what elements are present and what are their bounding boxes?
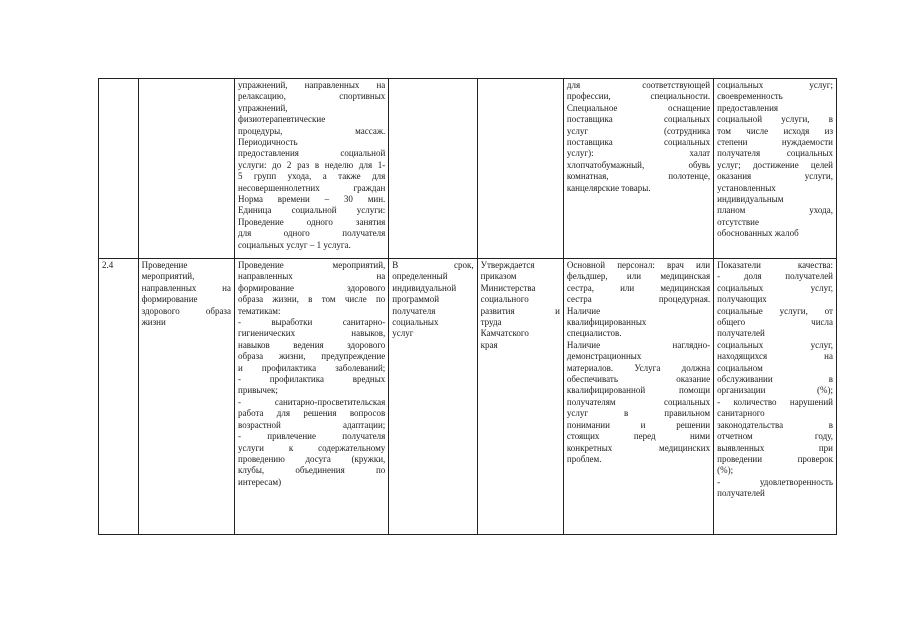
cell-text-line: привычек; <box>238 385 278 396</box>
cell-text-line: релаксацию, спортивных <box>238 91 386 102</box>
cell-text-line: понимании и решении <box>566 419 711 430</box>
cell-text-line: услуг): халат <box>566 148 711 159</box>
cell-text-line: - привлечение получателя <box>238 431 386 442</box>
service-description-cell <box>235 259 389 535</box>
cell-text-line: социальном <box>717 362 763 373</box>
cell-text-line: проведении проверок <box>717 453 833 464</box>
cell-text-line: организации (%); <box>717 385 833 396</box>
cell-text-line: отсутствие <box>717 216 759 227</box>
cell-text-line: индивидуальной <box>392 282 457 293</box>
cell-text-line: - удовлетворенность <box>717 476 833 487</box>
cell-text-line: для одного получателя <box>238 228 386 239</box>
cell-text-line: развития и <box>480 305 560 316</box>
service-description-cell <box>235 79 389 259</box>
cell-text-line: В срок, <box>392 260 474 270</box>
cell-text-line: услуги: до 2 раз в неделю для 1- <box>238 159 386 170</box>
cell-text-line: Камчатского <box>480 328 529 339</box>
cell-text-line: Наличие наглядно- <box>566 339 711 350</box>
services-table <box>98 78 837 535</box>
cell-text-line: получателей <box>717 328 765 339</box>
cell-text-line: клубы, объединения по <box>238 465 386 476</box>
cell-text-line: стоящих перед ними <box>566 431 711 442</box>
cell-text-line: получателям социальных <box>566 396 711 407</box>
cell-text-line: обслуживании в <box>717 374 833 385</box>
row-number-cell <box>99 259 139 535</box>
cell-text-line: профессии, специальности. <box>566 91 711 102</box>
cell-text-line: направленных на <box>141 282 231 293</box>
cell-text-line: - санитарно-просветительская <box>238 396 386 407</box>
cell-text-line: навыков ведения здорового <box>238 339 386 350</box>
cell-text-line: поставщика социальных <box>566 114 711 125</box>
cell-text-line: формирование здорового <box>238 282 386 293</box>
cell-text-line: услуг <box>392 328 414 339</box>
cell-text-line: социальных услуг, <box>717 282 833 293</box>
cell-text-line: формирование <box>141 294 198 305</box>
table-row <box>99 259 837 535</box>
row-number: 2.4 <box>102 260 114 270</box>
cell-text-line: - выработки санитарно- <box>238 317 386 328</box>
cell-text-line: упражнений, <box>238 102 288 113</box>
cell-text-line: для соответствующей <box>566 80 711 90</box>
cell-text-line: образа жизни, в том числе по <box>238 294 386 305</box>
cell-text-line: хлопчатобумажный, обувь <box>566 159 711 170</box>
cell-text-line: работа для решения вопросов <box>238 408 386 419</box>
cell-text-line: фельдшер, или медицинская <box>566 271 711 282</box>
cell-text-line: и профилактика заболеваний; <box>238 362 386 373</box>
cell-text-line: социальных <box>392 317 439 328</box>
cell-text-line: тематикам: <box>238 305 281 316</box>
cell-text-line: получателя социальных <box>717 148 833 159</box>
cell-text-line: демонстрационных <box>566 351 642 362</box>
cell-text-line: выявленных при <box>717 442 833 453</box>
cell-text-line: Норма времени – 30 мин. <box>238 194 386 205</box>
cell-text-line: Основной персонал: врач или <box>566 260 711 270</box>
cell-text-line: общего числа <box>717 317 833 328</box>
service-conditions-cell <box>563 259 713 535</box>
service-name-cell <box>138 79 234 259</box>
cell-text-line: проблем. <box>566 453 602 464</box>
cell-text-line: индивидуальным <box>717 194 784 205</box>
cell-text-line: социального <box>480 294 529 305</box>
table-row <box>99 79 837 259</box>
cell-text-line: социальные услуги, от <box>717 305 833 316</box>
cell-text-line: Периодичность <box>238 137 298 148</box>
cell-text-line: конкретных медицинских <box>566 442 711 453</box>
cell-text-line: социальных услуг – 1 услуга. <box>238 239 351 250</box>
cell-text-line: 5 групп ухода, а также для <box>238 171 386 182</box>
cell-text-line: комнатная, полотенце, <box>566 171 711 182</box>
cell-text-line: поставщика социальных <box>566 137 711 148</box>
cell-text-line: возрастной адаптации; <box>238 419 386 430</box>
cell-text-line: услуги к содержательному <box>238 442 386 453</box>
cell-text-line: образа жизни, предупреждение <box>238 351 386 362</box>
service-term-cell <box>389 259 477 535</box>
cell-text-line: жизни <box>141 317 166 328</box>
cell-text-line: упражнений, направленных на <box>238 80 386 90</box>
cell-text-line: (%); <box>717 465 734 476</box>
service-term-cell <box>389 79 477 259</box>
cell-text-line: труда <box>480 317 502 328</box>
legal-basis-cell <box>477 259 563 535</box>
cell-text-line: Наличие <box>566 305 601 316</box>
cell-text-line: Утверждается <box>480 260 535 270</box>
row-number-cell <box>99 79 139 259</box>
cell-text-line: сестра процедурная. <box>566 294 711 305</box>
cell-text-line: предоставления социальной <box>238 148 386 159</box>
quality-indicators-cell <box>714 79 837 259</box>
cell-text-line: получателей <box>717 488 765 499</box>
cell-text-line: законодательства в <box>717 419 833 430</box>
cell-text-line: края <box>480 339 498 350</box>
cell-text-line: проведению досуга (кружки, <box>238 453 386 464</box>
cell-text-line: степени нуждаемости <box>717 137 833 148</box>
cell-text-line: обоснованных жалоб <box>717 228 799 239</box>
cell-text-line: программой <box>392 294 440 305</box>
cell-text-line: - профилактика вредных <box>238 374 386 385</box>
service-name-cell <box>138 259 234 535</box>
cell-text-line: своевременность <box>717 91 783 102</box>
cell-text-line: сестра, или медицинская <box>566 282 711 293</box>
cell-text-line: направленных на <box>238 271 386 282</box>
cell-text-line: Министерства <box>480 282 536 293</box>
cell-text-line: здорового образа <box>141 305 231 316</box>
cell-text-line: Проведение <box>141 260 188 270</box>
cell-text-line: находящихся на <box>717 351 833 362</box>
cell-text-line: интересам) <box>238 476 282 487</box>
cell-text-line: процедуры, массаж. <box>238 125 386 136</box>
cell-text-line: Проведение мероприятий, <box>238 260 386 270</box>
cell-text-line: санитарного <box>717 408 765 419</box>
service-conditions-cell <box>563 79 713 259</box>
cell-text-line: - количество нарушений <box>717 396 833 407</box>
cell-text-line: Единица социальной услуги: <box>238 205 386 216</box>
cell-text-line: социальной услуги, в <box>717 114 833 125</box>
cell-text-line: получающих <box>717 294 767 305</box>
cell-text-line: предоставления <box>717 102 779 113</box>
cell-text-line: социальных услуг, <box>717 339 833 350</box>
cell-text-line: несовершеннолетних граждан <box>238 182 386 193</box>
cell-text-line: материалов. Услуга должна <box>566 362 711 373</box>
cell-text-line: гигиенических навыков, <box>238 328 386 339</box>
cell-text-line: получателя <box>392 305 436 316</box>
cell-text-line: специалистов. <box>566 328 622 339</box>
cell-text-line: квалифицированных <box>566 317 647 328</box>
cell-text-line: обеспечивать оказание <box>566 374 711 385</box>
cell-text-line: определенный <box>392 271 448 282</box>
cell-text-line: приказом <box>480 271 517 282</box>
cell-text-line: оказания услуги, <box>717 171 833 182</box>
cell-text-line: том числе исходя из <box>717 125 833 136</box>
legal-basis-cell <box>477 79 563 259</box>
cell-text-line: планом ухода, <box>717 205 833 216</box>
quality-indicators-cell <box>714 259 837 535</box>
cell-text-line: Проведение одного занятия <box>238 216 386 227</box>
cell-text-line: услуг (сотрудника <box>566 125 711 136</box>
cell-text-line: Показатели качества: <box>717 260 833 270</box>
cell-text-line: услуг; достижение целей <box>717 159 833 170</box>
cell-text-line: канцелярские товары. <box>566 182 651 193</box>
cell-text-line: Специальное оснащение <box>566 102 711 113</box>
cell-text-line: - доля получателей <box>717 271 833 282</box>
cell-text-line: услуг в правильном <box>566 408 711 419</box>
cell-text-line: отчетном году, <box>717 431 833 442</box>
cell-text-line: социальных услуг; <box>717 80 833 90</box>
cell-text-line: установленных <box>717 182 776 193</box>
cell-text-line: квалифицированной помощи <box>566 385 711 396</box>
cell-text-line: физиотерапевтические <box>238 114 326 125</box>
cell-text-line: мероприятий, <box>141 271 195 282</box>
